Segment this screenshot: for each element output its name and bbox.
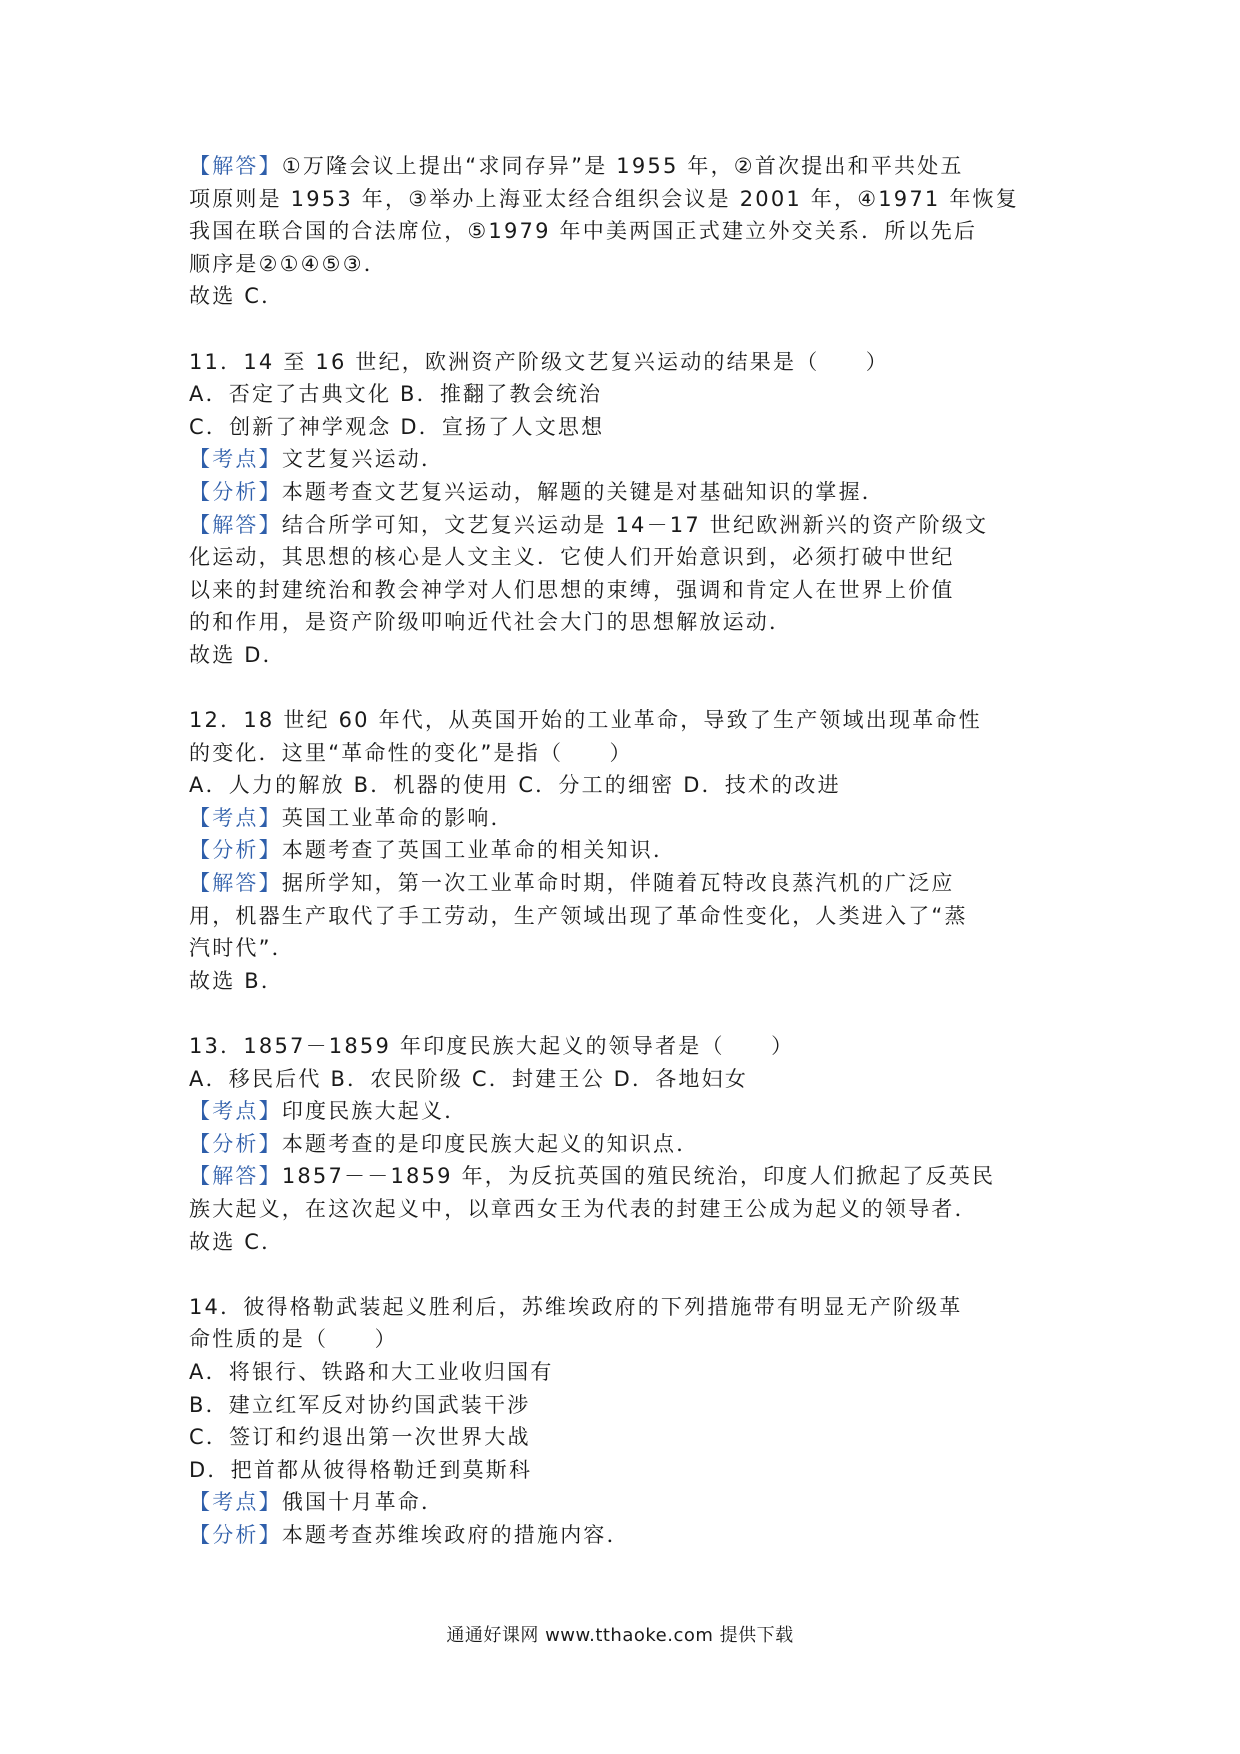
text-line	[189, 834, 1055, 867]
line-text: 12．18 世纪 60 年代，从英国开始的工业革命，导致了生产领域出现革命性	[189, 708, 982, 733]
section-tag: 【考点】	[189, 1490, 282, 1515]
text-line	[189, 1291, 1055, 1324]
line-text: A．人力的解放 B．机器的使用 C．分工的细密 D．技术的改进	[189, 773, 841, 798]
text-line	[189, 378, 1055, 411]
text-line	[189, 1030, 1055, 1063]
line-text: 我国在联合国的合法席位，⑤1979 年中美两国正式建立外交关系．所以先后	[189, 219, 978, 244]
line-text: 以来的封建统治和教会神学对人们思想的束缚，强调和肯定人在世界上价值	[189, 577, 955, 602]
text-line	[189, 737, 1055, 770]
line-text: 命性质的是（ ）	[189, 1327, 398, 1352]
line-text: 故选 D．	[189, 642, 286, 667]
text-line	[189, 932, 1055, 965]
section-tag: 【考点】	[189, 1099, 282, 1124]
line-text: 族大起义，在这次起义中，以章西女王为代表的封建王公成为起义的领导者．	[189, 1197, 978, 1221]
line-text: B．建立红军反对协约国武装干涉	[189, 1392, 531, 1417]
line-text: 本题考查了英国工业革命的相关知识．	[281, 838, 677, 863]
blank-line	[189, 672, 1055, 705]
text-line	[189, 769, 1055, 802]
text-line	[189, 1226, 1055, 1259]
text-line	[189, 248, 1055, 281]
section-tag: 【考点】	[189, 805, 282, 830]
line-text: 俄国十月革命．	[281, 1490, 445, 1515]
section-tag: 【分析】	[189, 479, 282, 504]
line-text: 的和作用，是资产阶级叩响近代社会大门的思想解放运动．	[189, 610, 793, 635]
page-body	[189, 150, 1055, 1552]
text-line	[189, 541, 1055, 574]
text-line	[189, 1486, 1055, 1519]
section-tag: 【考点】	[189, 447, 282, 472]
text-line	[189, 1128, 1055, 1161]
line-text: A．移民后代 B．农民阶级 C．封建王公 D．各地妇女	[189, 1066, 749, 1091]
line-text: 14．彼得格勒武装起义胜利后，苏维埃政府的下列措施带有明显无产阶级革	[189, 1294, 963, 1319]
text-line	[189, 606, 1055, 639]
line-text: A．否定了古典文化 B．推翻了教会统治	[189, 382, 603, 407]
line-text: C．创新了神学观念 D．宣扬了人文思想	[189, 414, 605, 439]
line-text: 据所学知，第一次工业革命时期，伴随着瓦特改良蒸汽机的广泛应	[281, 871, 955, 896]
text-line	[189, 965, 1055, 998]
line-text: 1857－－1859 年，为反抗英国的殖民统治，印度人们掀起了反英民	[281, 1164, 996, 1189]
text-line	[189, 215, 1055, 248]
text-line	[189, 574, 1055, 607]
section-tag: 【分析】	[189, 838, 282, 863]
text-line	[189, 1389, 1055, 1422]
line-text: 项原则是 1953 年，③举办上海亚太经合组织会议是 2001 年，④1971 年恢复	[189, 186, 1019, 211]
line-text: 故选 C．	[189, 1229, 285, 1254]
line-text: 13．1857－1859 年印度民族大起义的领导者是（ ）	[189, 1034, 795, 1059]
line-text: 11．14 至 16 世纪，欧洲资产阶级文艺复兴运动的结果是（ ）	[189, 349, 889, 374]
text-line	[189, 346, 1055, 379]
line-text: 化运动，其思想的核心是人文主义．它使人们开始意识到，必须打破中世纪	[189, 545, 955, 570]
text-line	[189, 1454, 1055, 1487]
text-line	[189, 639, 1055, 672]
line-text: D．把首都从彼得格勒迁到莫斯科	[189, 1457, 533, 1482]
line-text: 汽时代”．	[189, 936, 295, 961]
text-line	[189, 1323, 1055, 1356]
line-text: 顺序是②①④⑤③．	[189, 251, 387, 276]
text-line	[189, 280, 1055, 313]
section-tag: 【解答】	[189, 512, 282, 537]
text-line	[189, 802, 1055, 835]
section-tag: 【解答】	[189, 871, 282, 896]
text-line	[189, 1063, 1055, 1096]
line-text: 故选 C．	[189, 284, 285, 309]
line-text: ①万隆会议上提出“求同存异”是 1955 年，②首次提出和平共处五	[281, 154, 964, 178]
text-line	[189, 1519, 1055, 1552]
page-footer: 通通好课网 www.tthaoke.com 提供下载	[446, 1625, 794, 1646]
line-text: A．将银行、铁路和大工业收归国有	[189, 1359, 554, 1384]
text-line	[189, 900, 1055, 933]
text-line	[189, 411, 1055, 444]
line-text: 印度民族大起义．	[281, 1099, 468, 1124]
section-tag: 【解答】	[189, 1164, 282, 1189]
line-text: 本题考查苏维埃政府的措施内容．	[281, 1522, 630, 1547]
text-line	[189, 1193, 1055, 1226]
text-line	[189, 1095, 1055, 1128]
text-line	[189, 1421, 1055, 1454]
text-line	[189, 704, 1055, 737]
text-line	[189, 150, 1055, 183]
line-text: 用，机器生产取代了手工劳动，生产领域出现了革命性变化，人类进入了“蒸	[189, 903, 968, 928]
text-line	[189, 509, 1055, 542]
line-text: 本题考查文艺复兴运动，解题的关键是对基础知识的掌握．	[281, 479, 886, 504]
text-line	[189, 183, 1055, 216]
text-line	[189, 476, 1055, 509]
line-text: 结合所学可知，文艺复兴运动是 14－17 世纪欧洲新兴的资产阶级文	[281, 512, 989, 537]
text-line	[189, 867, 1055, 900]
line-text: 英国工业革命的影响．	[281, 805, 514, 830]
section-tag: 【分析】	[189, 1522, 282, 1547]
blank-line	[189, 997, 1055, 1030]
text-line	[189, 1356, 1055, 1389]
section-tag: 【分析】	[189, 1131, 282, 1156]
text-line	[189, 1160, 1055, 1193]
text-line	[189, 443, 1055, 476]
line-text: 的变化．这里“革命性的变化”是指（ ）	[189, 740, 633, 765]
line-text: 文艺复兴运动．	[281, 447, 445, 472]
line-text: C．签订和约退出第一次世界大战	[189, 1425, 531, 1450]
line-text: 本题考查的是印度民族大起义的知识点．	[281, 1131, 700, 1156]
blank-line	[189, 1258, 1055, 1291]
blank-line	[189, 313, 1055, 346]
line-text: 故选 B．	[189, 968, 285, 993]
section-tag: 【解答】	[189, 154, 282, 178]
